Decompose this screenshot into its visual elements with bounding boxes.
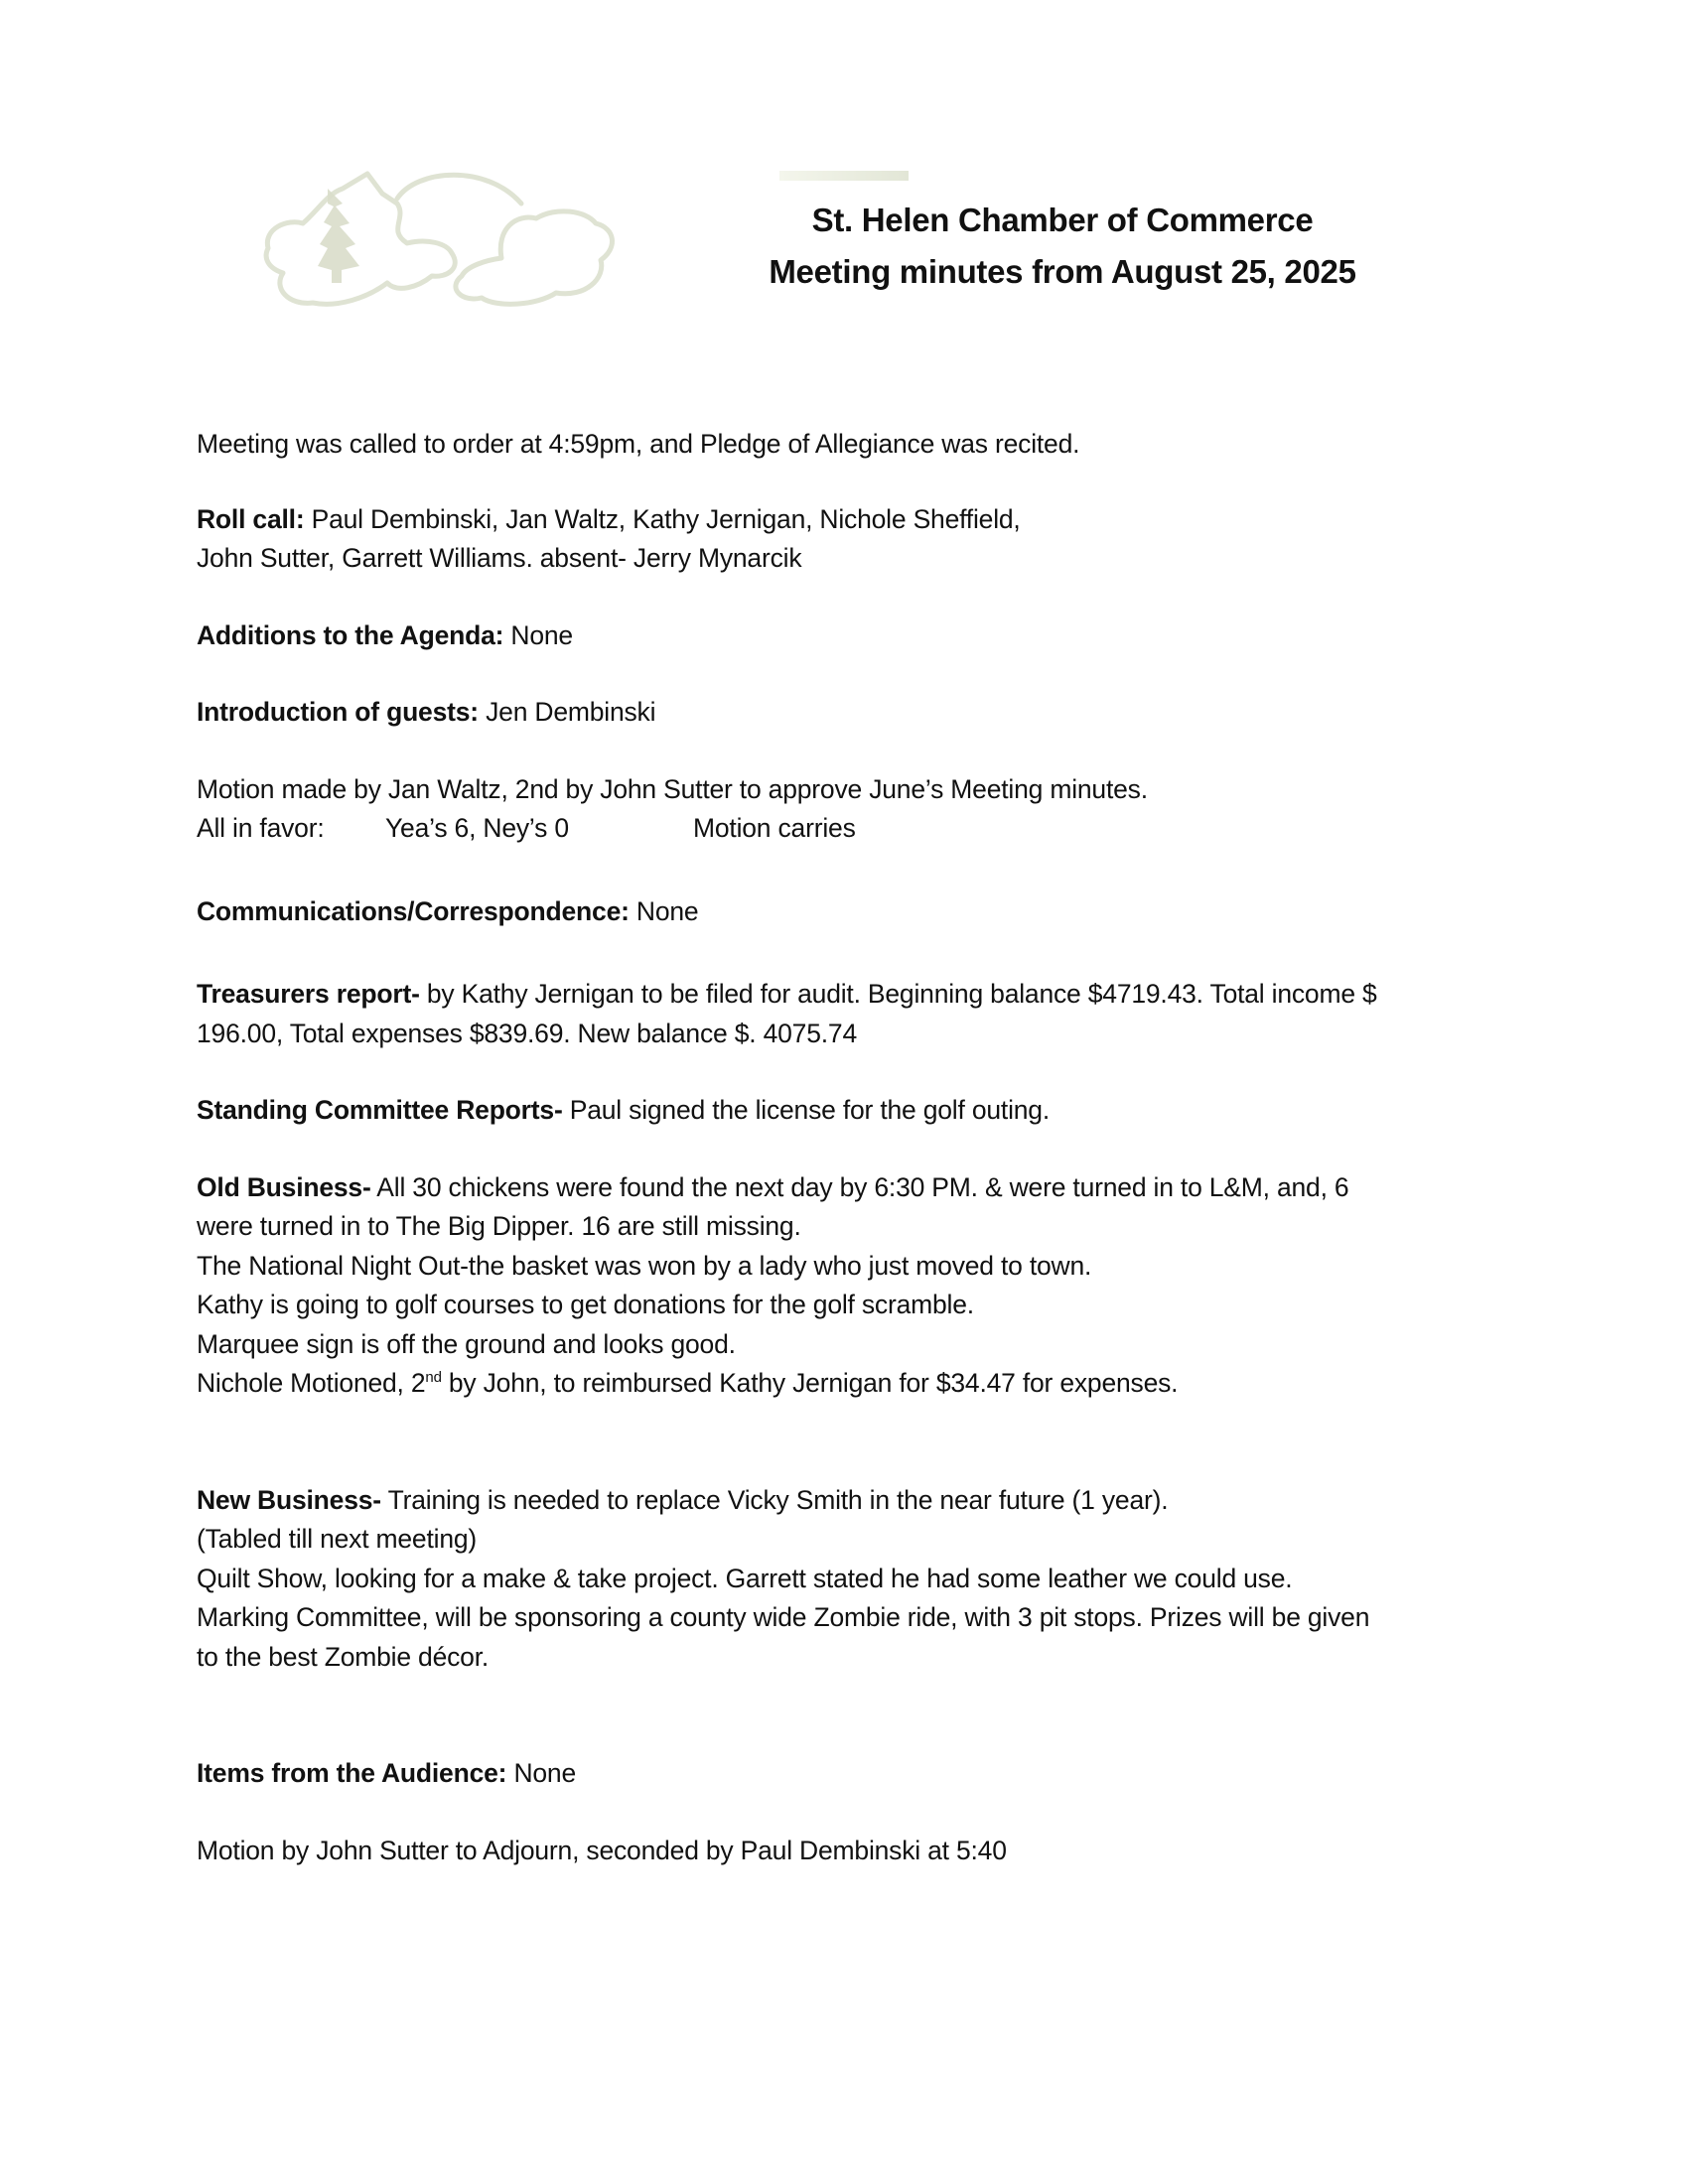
pine-tree-and-clouds-logo [248, 149, 626, 318]
treasurer-line-1: by Kathy Jernigan to be filed for audit. Beginning balance $4719.43. Total income $ [419, 979, 1377, 1009]
new-business-line: Marking Committee, will be sponsoring a county wide Zombie ride, with 3 pit stops. Prizes will be given [197, 1602, 1370, 1632]
meeting-date-heading: Meeting minutes from August 25, 2025 [769, 253, 1356, 290]
guests-value: Jen Dembinski [478, 697, 656, 727]
old-business-label: Old Business- [197, 1171, 371, 1202]
communications-value: None [629, 895, 699, 926]
roll-call-label: Roll call: [197, 503, 305, 534]
new-business [197, 1481, 1507, 1521]
roll-call-present: Paul Dembinski, Jan Waltz, Kathy Jernigan, Nichole Sheffield, [304, 503, 1021, 534]
ordinal-suffix: nd [425, 1369, 442, 1387]
audience-value: None [506, 1758, 576, 1788]
treasurers-report [197, 975, 1507, 1015]
introduction-of-guests [197, 693, 1507, 733]
treasurer-label: Treasurers report- [197, 979, 420, 1009]
roll-call [197, 500, 1507, 540]
new-business-label: New Business- [197, 1484, 381, 1515]
organization-name: St. Helen Chamber of Commerce [811, 202, 1314, 238]
new-business-line: (Tabled till next meeting) [197, 1524, 478, 1554]
communications [197, 892, 1507, 932]
adjournment: Motion by John Sutter to Adjourn, seconded by Paul Dembinski at 5:40 [197, 1835, 1007, 1865]
new-business-line: Quilt Show, looking for a make & take project. Garrett stated he had some leather we could use. [197, 1563, 1293, 1593]
old-business-line: Marquee sign is off the ground and looks good. [197, 1328, 736, 1359]
additions-value: None [503, 619, 573, 650]
audience-label: Items from the Audience: [197, 1758, 507, 1788]
items-from-audience [197, 1754, 1507, 1794]
standing-committee-reports [197, 1091, 1507, 1131]
old-business-line: Kathy is going to golf courses to get donations for the golf scramble. [197, 1290, 974, 1319]
additions-to-agenda [197, 616, 1507, 656]
motion-result: Motion carries [693, 813, 856, 843]
roll-call-line-2: John Sutter, Garrett Williams. absent- Jerry Mynarcik [197, 543, 802, 573]
old-business-line: were turned in to The Big Dipper. 16 are still missing. [197, 1211, 801, 1241]
communications-label: Communications/Correspondence: [197, 895, 630, 926]
reimbursement-motion [197, 1364, 1507, 1404]
standing-value: Paul signed the license for the golf outing. [562, 1095, 1050, 1125]
old-business-line-1: All 30 chickens were found the next day by 6:30 PM. & were turned in to L&M, and, 6 [370, 1171, 1349, 1202]
reimbursement-text-start: Nichole Motioned, 2 [197, 1368, 426, 1398]
guests-label: Introduction of guests: [197, 697, 479, 727]
additions-label: Additions to the Agenda: [197, 619, 504, 650]
vote-line [197, 809, 1507, 849]
old-business-line: The National Night Out-the basket was won by a lady who just moved to town. [197, 1250, 1092, 1281]
new-business-line: to the best Zombie décor. [197, 1641, 490, 1672]
standing-label: Standing Committee Reports- [197, 1095, 563, 1125]
call-to-order: Meeting was called to order at 4:59pm, and Pledge of Allegiance was recited. [197, 429, 1080, 459]
vote-label: All in favor: [197, 813, 325, 843]
reimbursement-text-end: by John, to reimbursed Kathy Jernigan for $34.47 for expenses. [441, 1368, 1179, 1398]
motion-approve-minutes: Motion made by Jan Waltz, 2nd by John Sutter to approve June’s Meeting minutes. [197, 773, 1148, 804]
vote-count: Yea’s 6, Ney’s 0 [385, 813, 569, 843]
treasurer-line-2: 196.00, Total expenses $839.69. New balance $. 4075.74 [197, 1018, 857, 1048]
old-business [197, 1168, 1507, 1208]
document-title [695, 195, 1430, 298]
scan-mark [779, 171, 909, 181]
new-business-line-1: Training is needed to replace Vicky Smith in the near future (1 year). [380, 1484, 1169, 1515]
minutes-body [197, 425, 1507, 1870]
